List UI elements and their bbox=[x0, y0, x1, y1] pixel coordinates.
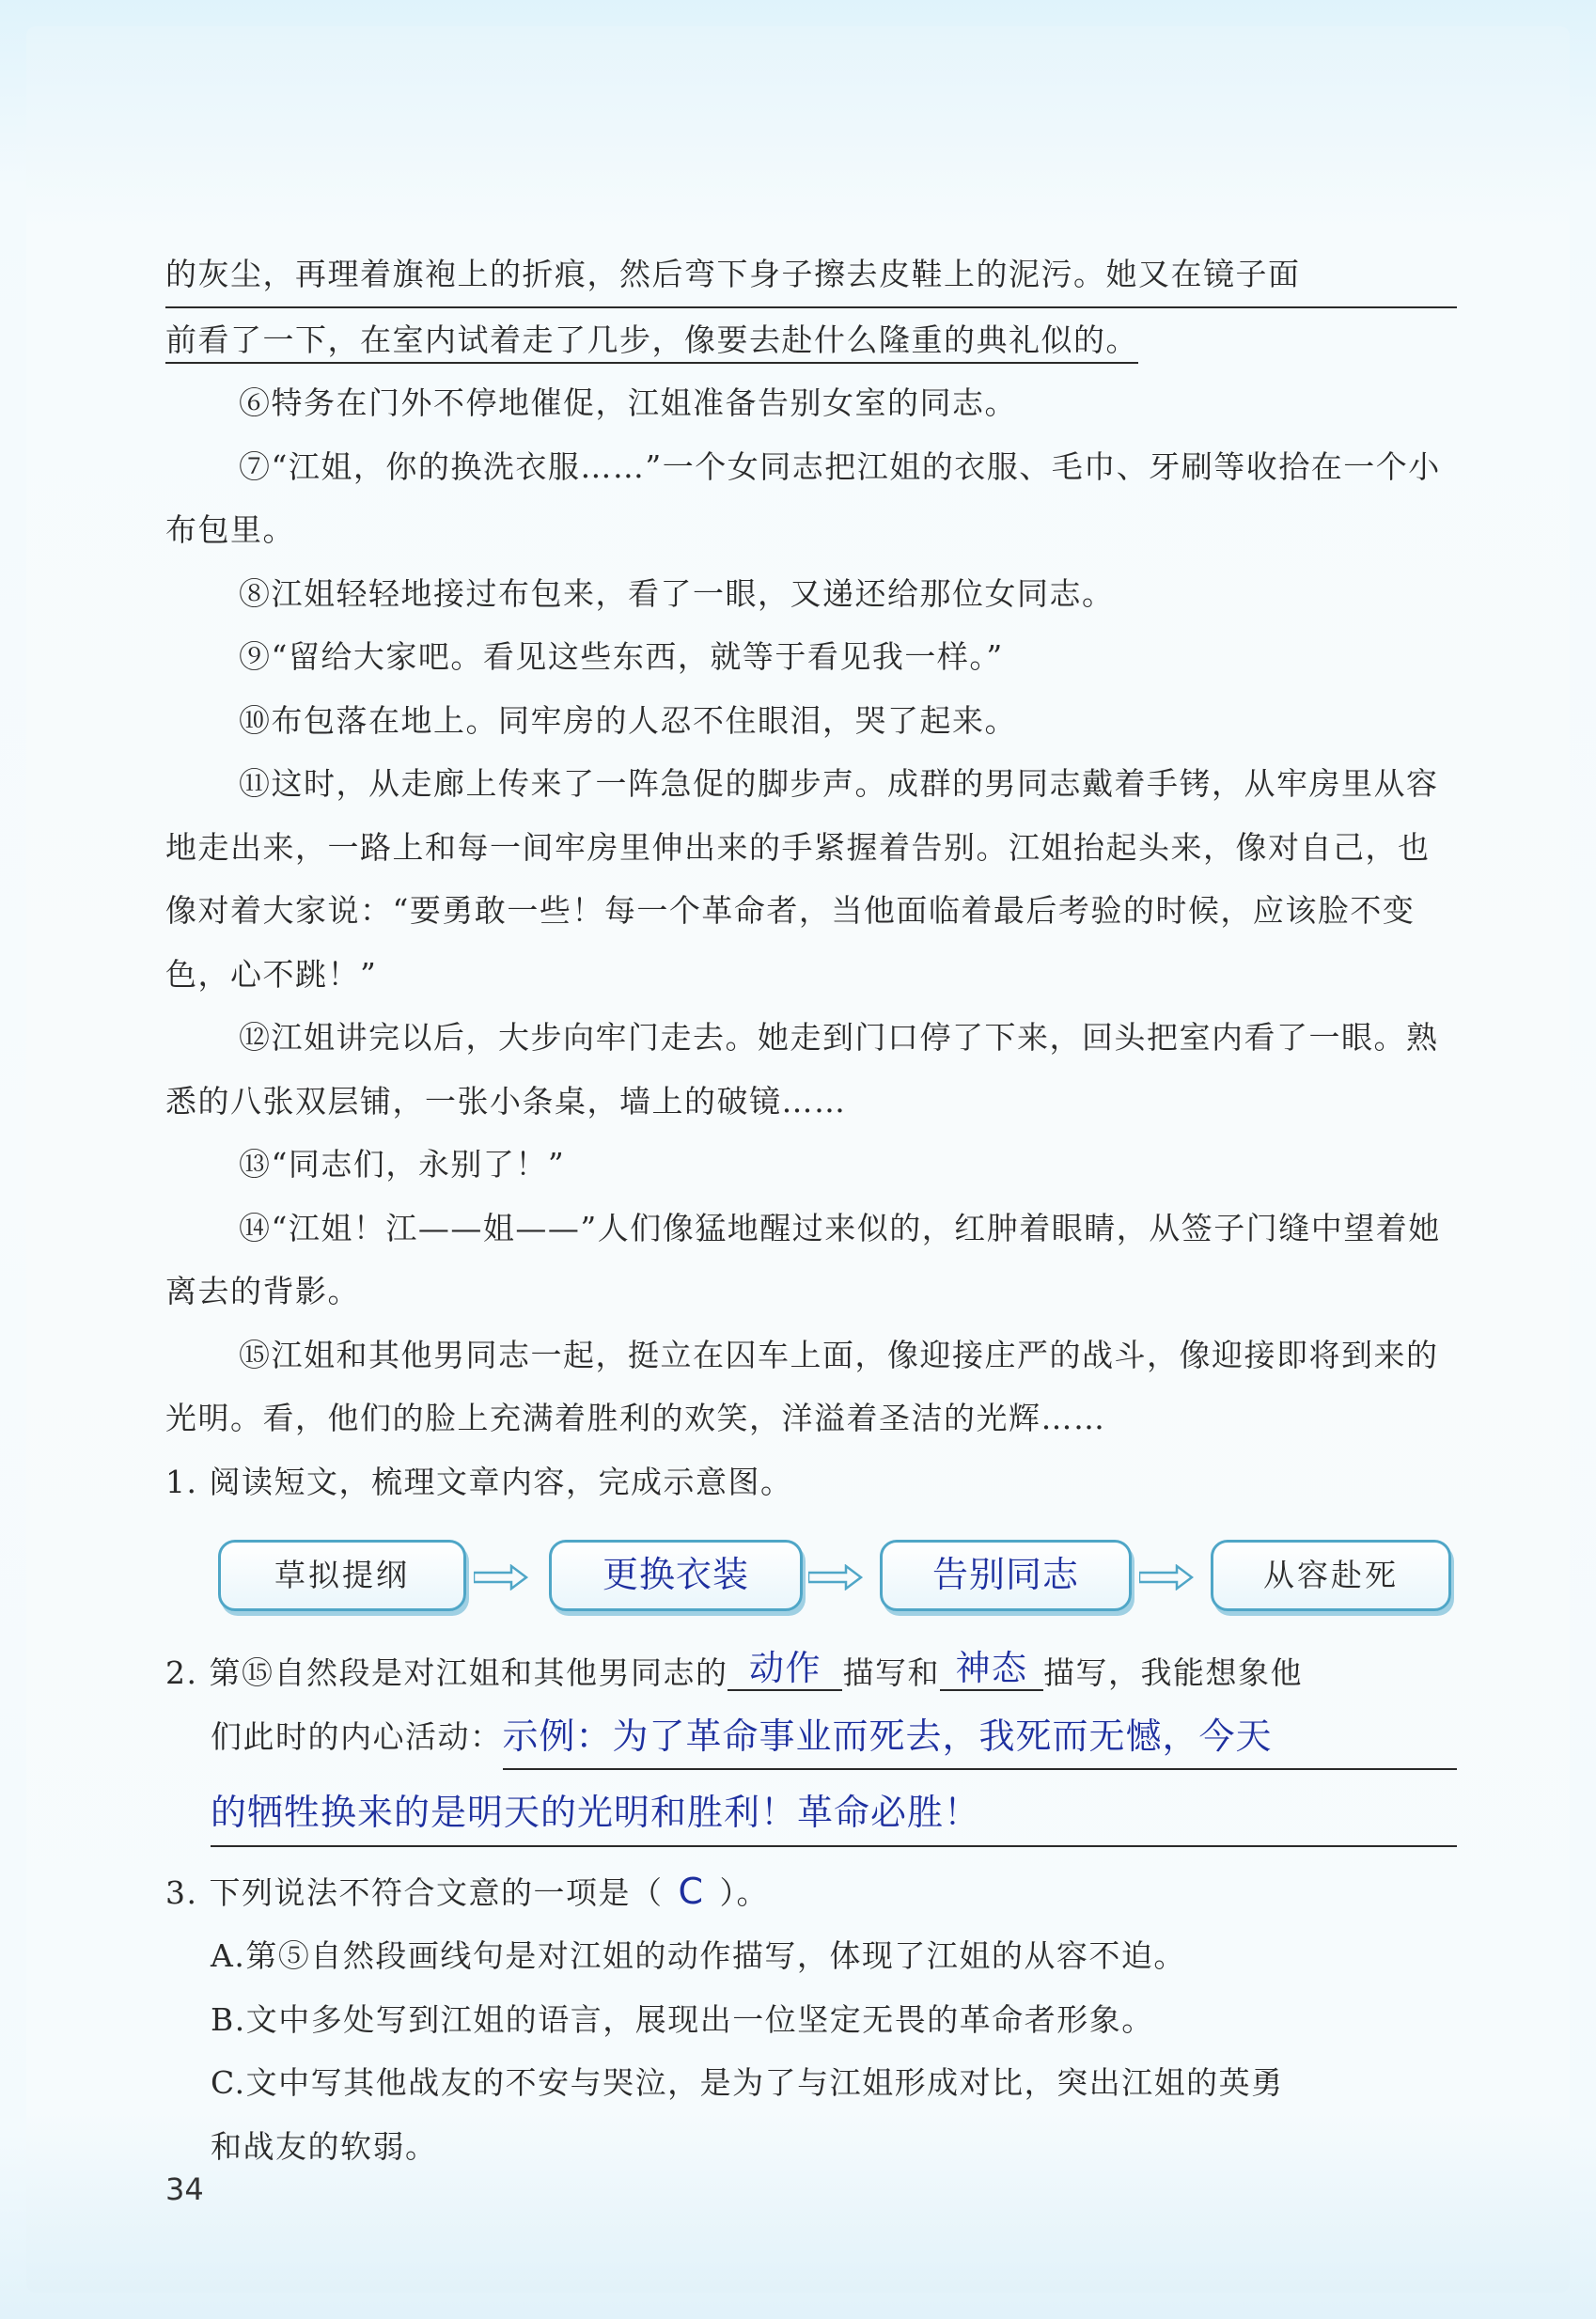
q2-answer-line-1[interactable]: 示例：为了革命事业而死去，我死而无憾，今天 bbox=[503, 1705, 1458, 1771]
flow-arrow-3-icon bbox=[1139, 1564, 1194, 1590]
passage-p13: ⑬“同志们，永别了！” bbox=[239, 1146, 566, 1183]
q3-option-c-line1: C.文中写其他战友的不安与哭泣，是为了与江姐形成对比，突出江姐的英勇 bbox=[211, 2064, 1284, 2101]
flow-diagram bbox=[218, 1527, 1449, 1624]
question-2-stem-a: 2. 第⑮自然段是对江姐和其他男同志的 bbox=[165, 1654, 728, 1691]
passage-p14: ⑭“江姐！江——姐——”人们像猛地醒过来似的，红肿着眼睛，从签子门缝中望着她离去的背影。 bbox=[165, 1209, 1441, 1309]
passage-p7: ⑦“江姐，你的换洗衣服……”一个女同志把江姐的衣服、毛巾、牙刷等收拾在一个小布包里。 bbox=[165, 447, 1441, 548]
question-3-stem bbox=[165, 1860, 1457, 1925]
q3-option-c-line2: 和战友的软弱。 bbox=[211, 2127, 438, 2165]
question-2-line2 bbox=[165, 1705, 1457, 1771]
flow-box-1: 草拟提纲 bbox=[218, 1540, 466, 1611]
passage-p12: ⑫江姐讲完以后，大步向牢门走去。她走到门口停了下来，回头把室内看了一眼。熟悉的八张双层铺，一张小条桌，墙上的破镜…… bbox=[165, 1019, 1439, 1120]
q3-option-a: A.第⑤自然段画线句是对江姐的动作描写，体现了江姐的从容不迫。 bbox=[211, 1937, 1186, 1974]
flow-arrow-1-icon bbox=[474, 1564, 528, 1590]
passage-p11: ⑪这时，从走廊上传来了一阵急促的脚步声。成群的男同志戴着手铐，从牢房里从容地走出来，一路上和每一间牢房里伸出来的手紧握着告别。江姐抬起头来，像对自己，也像对着大家说：“要勇敢一些！每一个革命者，当他面临着最后考验的时候，应该脸不变色，心不跳！” bbox=[165, 765, 1439, 993]
passage-p5-line1: 的灰尘，再理着旗袍上的折痕，然后弯下身子擦去皮鞋上的泥污。她又在镜子面 bbox=[165, 243, 1457, 308]
q2-blank-2[interactable]: 神态 bbox=[940, 1648, 1043, 1691]
question-3-stem-b: ）。 bbox=[719, 1873, 770, 1911]
passage-p8: ⑧江姐轻轻地接过布包来，看了一眼，又递还给那位女同志。 bbox=[239, 574, 1115, 612]
question-2-line1 bbox=[165, 1641, 1457, 1705]
q2-blank-1[interactable]: 动作 bbox=[728, 1648, 842, 1691]
passage-p6: ⑥特务在门外不停地催促，江姐准备告别女室的同志。 bbox=[239, 384, 1017, 421]
q2-answer-line-2[interactable]: 的牺牲换来的是明天的光明和胜利！革命必胜！ bbox=[211, 1781, 1457, 1847]
question-1-stem: 1. 阅读短文，梳理文章内容，完成示意图。 bbox=[165, 1463, 793, 1500]
passage-p5-line2 bbox=[165, 308, 1457, 372]
q3-answer[interactable]: C bbox=[678, 1870, 705, 1912]
question-3-stem-a: 3. 下列说法不符合文意的一项是（ bbox=[165, 1873, 664, 1911]
flow-box-4: 从容赴死 bbox=[1211, 1540, 1451, 1611]
q3-option-b: B.文中多处写到江姐的语言，展现出一位坚定无畏的革命者形象。 bbox=[211, 2000, 1154, 2038]
passage-p10: ⑩布包落在地上。同牢房的人忍不住眼泪，哭了起来。 bbox=[239, 701, 1017, 739]
question-2-stem-c: 描写，我能想象他 bbox=[1042, 1654, 1303, 1691]
passage-p5-line2-text: 前看了一下，在室内试着走了几步，像要去赴什么隆重的典礼似的。 bbox=[165, 321, 1138, 364]
passage-p15: ⑮江姐和其他男同志一起，挺立在囚车上面，像迎接庄严的战斗，像迎接即将到来的光明。看，他们的脸上充满着胜利的欢笑，洋溢着圣洁的光辉…… bbox=[165, 1336, 1439, 1436]
flow-box-3[interactable]: 告别同志 bbox=[880, 1540, 1132, 1611]
page-number: 34 bbox=[165, 2171, 204, 2207]
passage-p9: ⑨“留给大家吧。看见这些东西，就等于看见我一样。” bbox=[239, 638, 1004, 675]
flow-arrow-2-icon bbox=[808, 1564, 863, 1590]
question-2-stem-b: 描写和 bbox=[842, 1654, 940, 1691]
page-content bbox=[165, 243, 1457, 2178]
flow-box-2[interactable]: 更换衣装 bbox=[549, 1540, 803, 1611]
question-2-stem-d: 们此时的内心活动： bbox=[211, 1717, 503, 1755]
